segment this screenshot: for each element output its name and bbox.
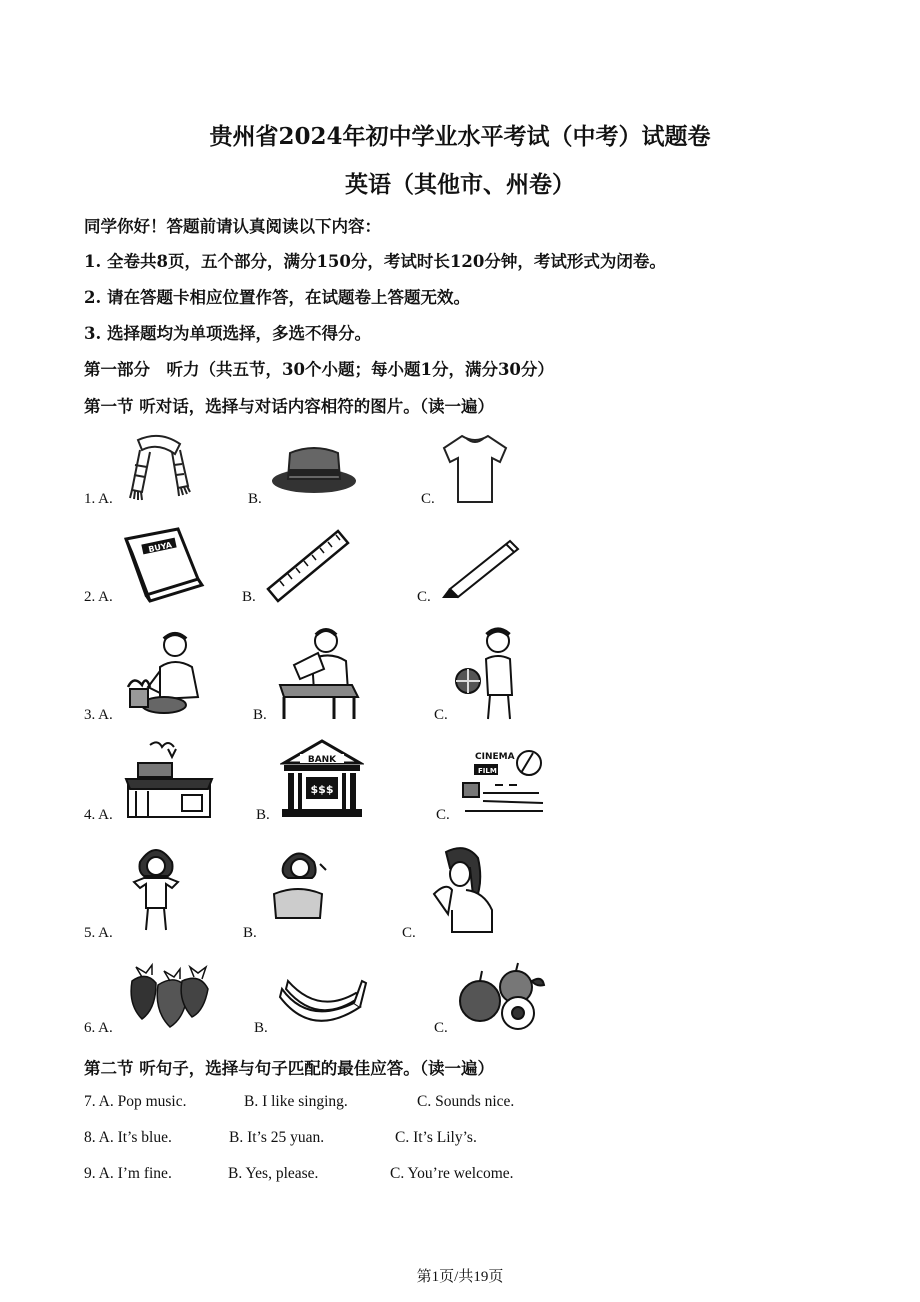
boy-reading-icon[interactable] [274, 625, 364, 722]
girl-angry-icon[interactable] [126, 838, 186, 933]
scarf-icon[interactable] [120, 430, 200, 505]
q2-option-b-label: B. [242, 589, 256, 605]
question-4 [0, 735, 920, 845]
hat-icon[interactable] [268, 443, 360, 498]
cinema-sign-text: CINEMA [475, 752, 515, 762]
q8-option-b[interactable]: B. It’s 25 yuan. [229, 1129, 325, 1146]
q5-option-a-label: 5. A. [84, 925, 113, 941]
ruler-icon[interactable] [262, 525, 354, 607]
note-1: 1. 全卷共8页，五个部分，满分150分，考试时长120分钟，考试形式为闭卷。 [84, 252, 666, 271]
q7-option-b[interactable]: B. I like singing. [244, 1093, 348, 1110]
note-3: 3. 选择题均为单项选择，多选不得分。 [84, 324, 371, 343]
section-1-heading: 第一节 听对话，选择与对话内容相符的图片。（读一遍） [84, 397, 494, 416]
bank-sign-text: BANK [307, 755, 337, 765]
bank-icon[interactable] [280, 739, 364, 819]
q2-option-c-label: C. [417, 589, 431, 605]
bananas-icon[interactable] [278, 967, 368, 1029]
note-2: 2. 请在答题卡相应位置作答，在试题卷上答题无效。 [84, 288, 470, 307]
q9-option-a[interactable]: 9. A. I’m fine. [84, 1165, 172, 1182]
boy-cooking-icon[interactable] [120, 627, 215, 722]
page-subtitle: 英语（其他市、州卷） [345, 171, 575, 198]
q4-option-a-label: 4. A. [84, 807, 113, 823]
cinema-icon[interactable] [455, 745, 547, 817]
q3-option-b-label: B. [253, 707, 267, 723]
page-number-footer: 第1页/共19页 [416, 1269, 504, 1285]
t-shirt-icon[interactable] [440, 430, 510, 505]
page-title: 贵州省2024年初中学业水平考试（中考）试题卷 [209, 123, 711, 150]
q7-option-a[interactable]: 7. A. Pop music. [84, 1093, 187, 1110]
q3-option-a-label: 3. A. [84, 707, 113, 723]
q1-option-c-label: C. [421, 491, 435, 507]
q8-option-c[interactable]: C. It’s Lily’s. [395, 1129, 477, 1146]
book-icon[interactable] [118, 525, 208, 605]
shop-icon[interactable] [122, 739, 214, 821]
q3-option-c-label: C. [434, 707, 448, 723]
q4-option-b-label: B. [256, 807, 270, 823]
question-3 [0, 625, 920, 735]
question-1 [0, 425, 920, 535]
q6-option-a-label: 6. A. [84, 1020, 113, 1036]
boy-basketball-icon[interactable] [452, 625, 532, 722]
q6-option-c-label: C. [434, 1020, 448, 1036]
strawberries-icon[interactable] [122, 961, 214, 1033]
question-5 [0, 838, 920, 948]
q7-option-c[interactable]: C. Sounds nice. [417, 1093, 515, 1110]
q5-option-b-label: B. [243, 925, 257, 941]
q5-option-c-label: C. [402, 925, 416, 941]
q1-option-a-label: 1. A. [84, 491, 113, 507]
girl-happy-icon[interactable] [266, 844, 330, 932]
girl-surprised-icon[interactable] [422, 844, 496, 936]
q8-option-a[interactable]: 8. A. It’s blue. [84, 1129, 172, 1146]
film-sign-text: FILM [478, 767, 497, 775]
q9-option-b[interactable]: B. Yes, please. [228, 1165, 319, 1182]
instructions-greeting: 同学你好！答题前请认真阅读以下内容： [84, 217, 381, 236]
section-2-heading: 第二节 听句子，选择与句子匹配的最佳应答。（读一遍） [84, 1059, 494, 1078]
apples-icon[interactable] [454, 961, 546, 1035]
bank-money-text: $$$ [310, 783, 334, 796]
book-cover-text: BUYA [147, 540, 173, 555]
part-1-heading: 第一部分 听力（共五节，30个小题；每小题1分，满分30分） [84, 360, 554, 379]
q9-option-c[interactable]: C. You’re welcome. [390, 1165, 514, 1182]
question-6 [0, 955, 920, 1065]
q4-option-c-label: C. [436, 807, 450, 823]
q6-option-b-label: B. [254, 1020, 268, 1036]
pencil-icon[interactable] [436, 531, 526, 601]
q1-option-b-label: B. [248, 491, 262, 507]
q2-option-a-label: 2. A. [84, 589, 113, 605]
question-2 [0, 525, 920, 635]
